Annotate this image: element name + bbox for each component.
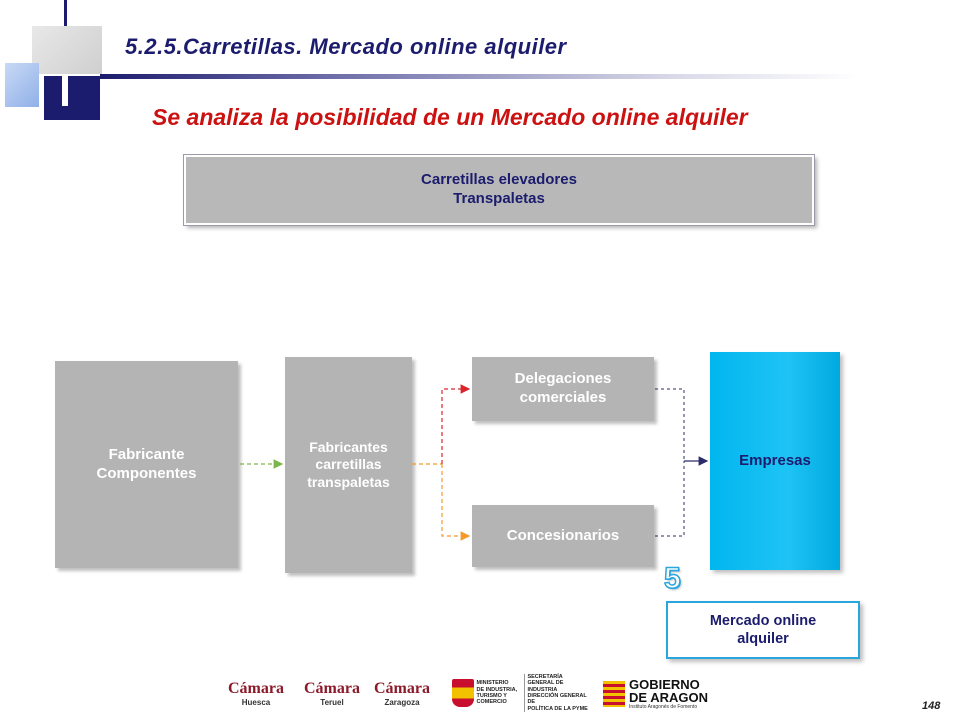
node-empresas <box>710 352 840 570</box>
node-fabricante-line-2: Componentes <box>96 464 197 482</box>
node-delegaciones-comerciales <box>472 357 654 421</box>
slide-title: 5.2.5.Carretillas. Mercado online alquiler <box>125 34 567 59</box>
node-empresas-label: Empresas <box>739 451 811 469</box>
spain-shield-icon <box>452 679 474 707</box>
gobierno-subtitle: Instituto Aragonés de Fomento <box>629 704 698 711</box>
mercado-line-1: Mercado online <box>709 612 817 629</box>
decor-grey-square <box>32 26 102 74</box>
node-fabricante-componentes <box>55 361 238 568</box>
logo-ministerio <box>452 674 588 712</box>
ministerio-line-2: DE INDUSTRIA, <box>476 686 518 693</box>
gobierno-line-2: DE ARAGON <box>629 690 708 706</box>
logo-camara-zaragoza <box>370 681 434 707</box>
decor-navy-square <box>44 76 100 120</box>
step-number-badge: 5 <box>664 562 681 595</box>
mercado-line-2: alquiler <box>737 631 789 647</box>
decor-white-cut <box>62 76 68 106</box>
node-fabricantes-line-1: Fabricantes <box>309 438 388 455</box>
decor-blue-square <box>5 63 39 107</box>
secretaria-line-4: POLÍTICA DE LA PYME <box>527 705 588 712</box>
logo-secretaria-text <box>524 674 588 712</box>
ministerio-line-1: MINISTERIO <box>476 680 509 687</box>
node-fabricantes-line-3: transpaletas <box>307 473 390 490</box>
node-concesionarios-label: Concesionarios <box>506 526 620 544</box>
category-line-2: Transpaletas <box>453 190 545 207</box>
logo-camara-huesca-name: Cámara <box>228 680 284 697</box>
logo-camara-teruel-name: Cámara <box>304 680 360 697</box>
node-delegaciones-line-2: comerciales <box>519 389 607 406</box>
logo-camara-teruel-city: Teruel <box>320 698 344 707</box>
aragon-flag-icon <box>603 681 625 707</box>
gobierno-line-1: GOBIERNO <box>629 676 700 692</box>
logo-gobierno-aragon <box>603 677 725 711</box>
logo-camara-huesca-city: Huesca <box>241 698 271 707</box>
node-fabricantes-carretillas <box>285 357 412 573</box>
ministerio-line-3: TURISMO Y <box>476 693 507 699</box>
secretaria-line-3: DIRECCIÓN GENERAL DE <box>527 693 587 706</box>
logo-gobierno-text <box>629 678 708 711</box>
connector-concesionarios-out <box>655 461 684 536</box>
node-fabricantes-line-2: carretillas <box>315 456 382 473</box>
connector-delegaciones-out <box>655 389 684 461</box>
ministerio-line-4: COMERCIO <box>476 699 507 706</box>
secretaria-line-2: INDUSTRIA <box>527 686 558 693</box>
title-underline <box>100 74 860 79</box>
logo-camara-teruel <box>300 681 364 707</box>
logo-camara-zaragoza-city: Zaragoza <box>384 698 420 707</box>
logo-ministerio-text <box>477 680 522 705</box>
logo-camara-zaragoza-name: Cámara <box>374 680 430 697</box>
node-fabricante-line-1: Fabricante <box>108 445 185 463</box>
category-box <box>184 155 814 225</box>
page-number: 148 <box>922 700 941 712</box>
category-line-1: Carretillas elevadores <box>421 171 577 189</box>
logo-camara-huesca <box>224 681 288 707</box>
arrow-to-delegaciones <box>442 389 469 464</box>
node-delegaciones-line-1: Delegaciones <box>514 370 612 388</box>
slide-subtitle: Se analiza la posibilidad de un Mercado online alquiler <box>152 104 748 130</box>
secretaria-line-1: SECRETARÍA GENERAL DE <box>527 674 564 687</box>
mercado-online-box <box>666 601 860 659</box>
node-concesionarios <box>472 505 654 567</box>
arrow-to-concesionarios <box>442 464 469 536</box>
